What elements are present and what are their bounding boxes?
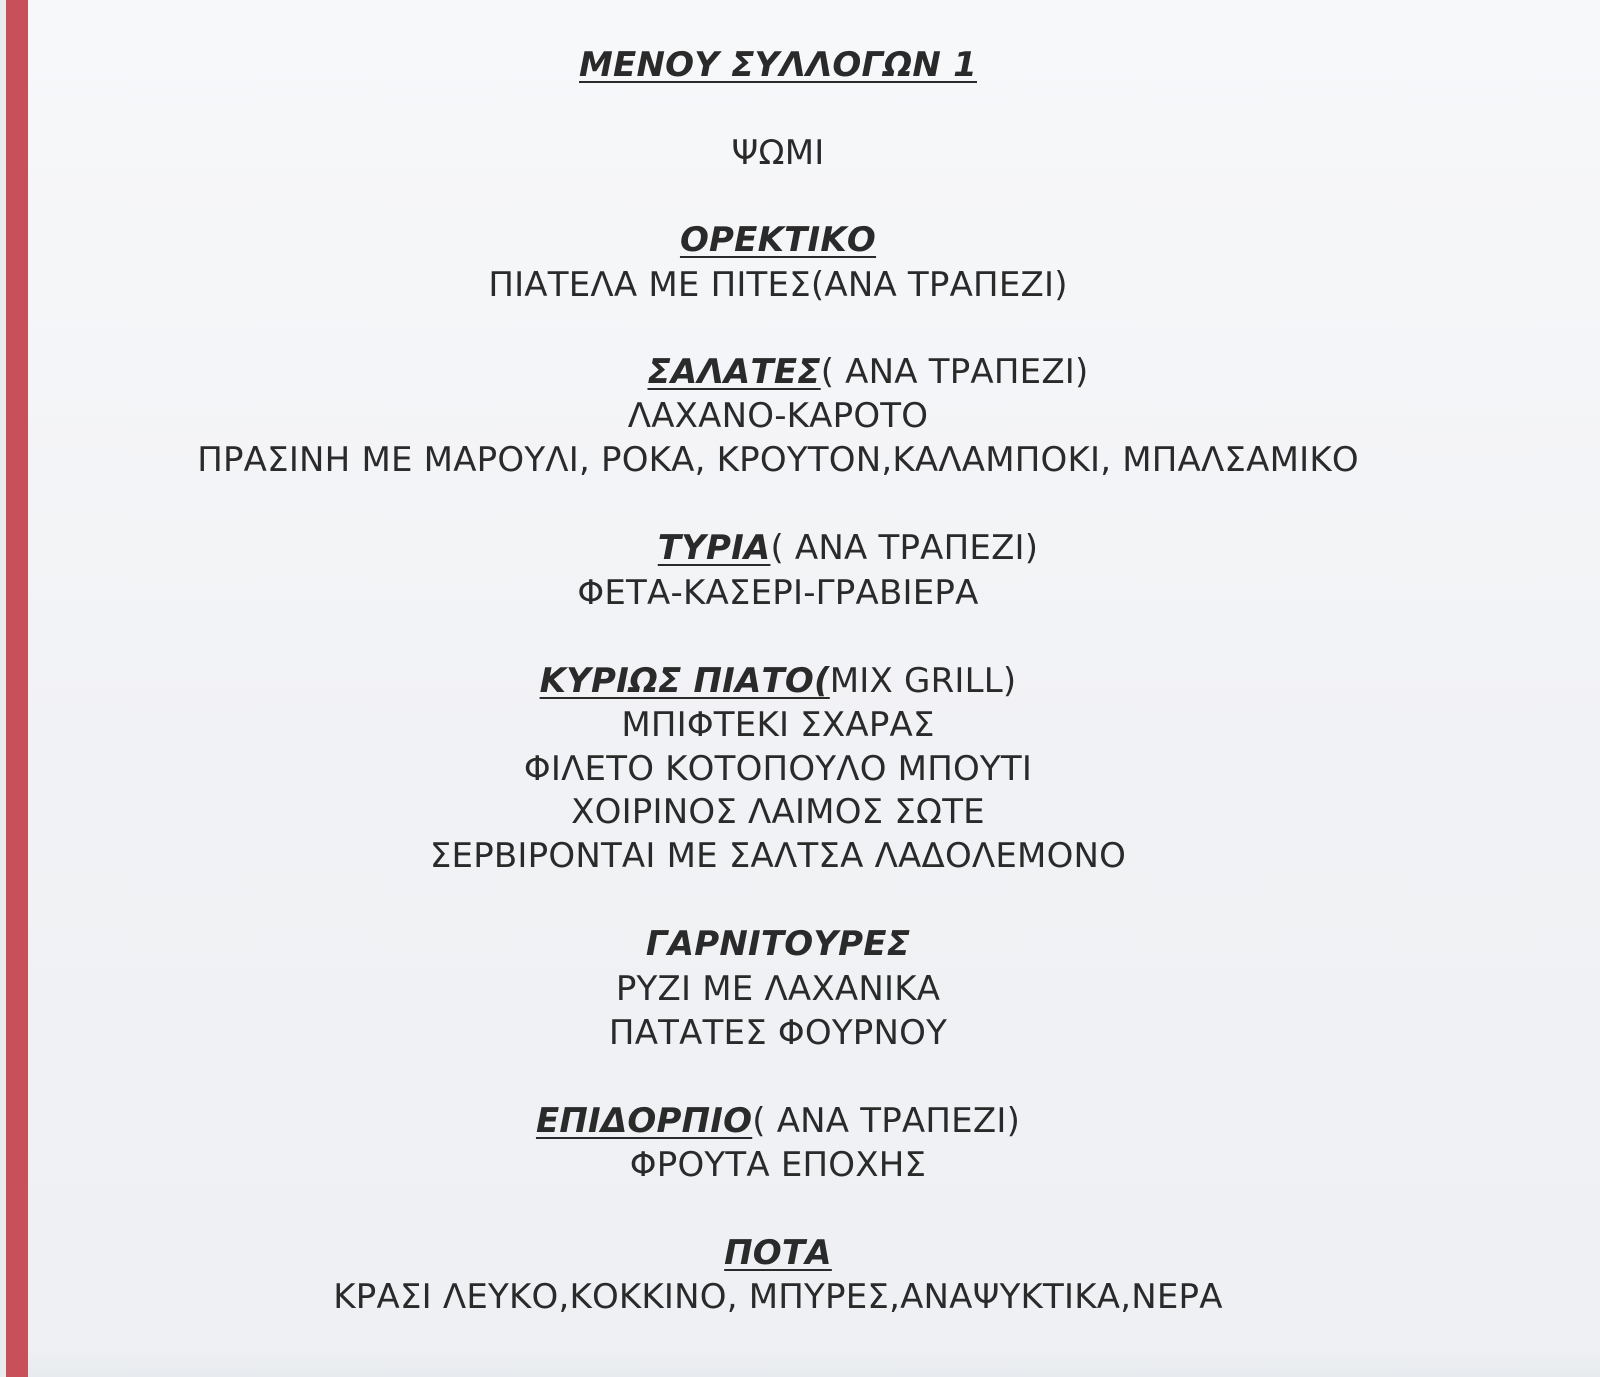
- sides-heading: ΓΑΡΝΙΤΟΥΡΕΣ: [645, 924, 911, 964]
- scan-bottom-shadow: [28, 1347, 1600, 1377]
- salads-item: ΛΑΧΑΝΟ-ΚΑΡΟΤΟ: [627, 396, 929, 436]
- sides-item: ΡΥΖΙ ΜΕ ΛΑΧΑΝΙΚΑ: [615, 969, 941, 1009]
- dessert-heading: ΕΠΙΔΟΡΠΙΟ: [535, 1101, 753, 1141]
- cheeses-note: ( ΑΝΑ ΤΡΑΠΕΖΙ): [770, 528, 1039, 568]
- main-heading: ΚΥΡΙΩΣ ΠΙΑΤΟ(: [539, 661, 830, 701]
- salads-heading-line: [28, 352, 1528, 392]
- main-note: MIX GRILL): [829, 661, 1017, 701]
- main-item: ΣΕΡΒΙΡΟΝΤΑΙ ΜΕ ΣΑΛΤΣΑ ΛΑΔΟΛΕΜΟΝΟ: [429, 836, 1127, 876]
- main-heading-line: [28, 661, 1528, 701]
- main-item: ΦΙΛΕΤΟ ΚΟΤΟΠΟΥΛΟ ΜΠΟΥΤΙ: [523, 749, 1033, 789]
- drinks-item: ΚΡΑΣΙ ΛΕΥΚΟ,ΚΟΚΚΙΝΟ, ΜΠΥΡΕΣ,ΑΝΑΨΥΚΤΙΚΑ,ΝΕΡΑ: [333, 1277, 1223, 1317]
- drinks-heading: ΠΟΤΑ: [724, 1233, 832, 1273]
- menu-title: ΜΕΝΟΥ ΣΥΛΛΟΓΩΝ 1: [579, 45, 977, 85]
- dessert-heading-line: [28, 1101, 1528, 1141]
- salads-heading: ΣΑΛΑΤΕΣ: [647, 352, 821, 392]
- cheeses-heading-line: [28, 528, 1528, 568]
- main-item: ΜΠΙΦΤΕΚΙ ΣΧΑΡΑΣ: [621, 705, 935, 745]
- cheeses-heading: ΤΥΡΙΑ: [657, 528, 771, 568]
- appetizer-item: ΠΙΑΤΕΛΑ ΜΕ ΠΙΤΕΣ(ΑΝΑ ΤΡΑΠΕΖΙ): [488, 265, 1068, 305]
- salads-item: ΠΡΑΣΙΝΗ ΜΕ ΜΑΡΟΥΛΙ, ΡΟΚΑ, ΚΡΟΥΤΟΝ,ΚΑΛΑΜΠΟΚΙ, ΜΠΑΛΣΑΜΙΚΟ: [197, 440, 1359, 480]
- salads-note: ( ΑΝΑ ΤΡΑΠΕΖΙ): [820, 352, 1089, 392]
- appetizer-heading: ΟΡΕΚΤΙΚΟ: [679, 220, 877, 260]
- dessert-note: ( ΑΝΑ ΤΡΑΠΕΖΙ): [752, 1101, 1021, 1141]
- red-margin-stripe: [6, 0, 28, 1377]
- bread-line: ΨΩΜΙ: [731, 133, 825, 173]
- sides-item: ΠΑΤΑΤΕΣ ΦΟΥΡΝΟΥ: [608, 1013, 948, 1053]
- main-item: ΧΟΙΡΙΝΟΣ ΛΑΙΜΟΣ ΣΩΤΕ: [571, 792, 985, 832]
- cheeses-item: ΦΕΤΑ-ΚΑΣΕΡΙ-ΓΡΑΒΙΕΡΑ: [577, 573, 979, 613]
- menu-document: [28, 0, 1600, 1377]
- dessert-item: ΦΡΟΥΤΑ ΕΠΟΧΗΣ: [629, 1145, 927, 1185]
